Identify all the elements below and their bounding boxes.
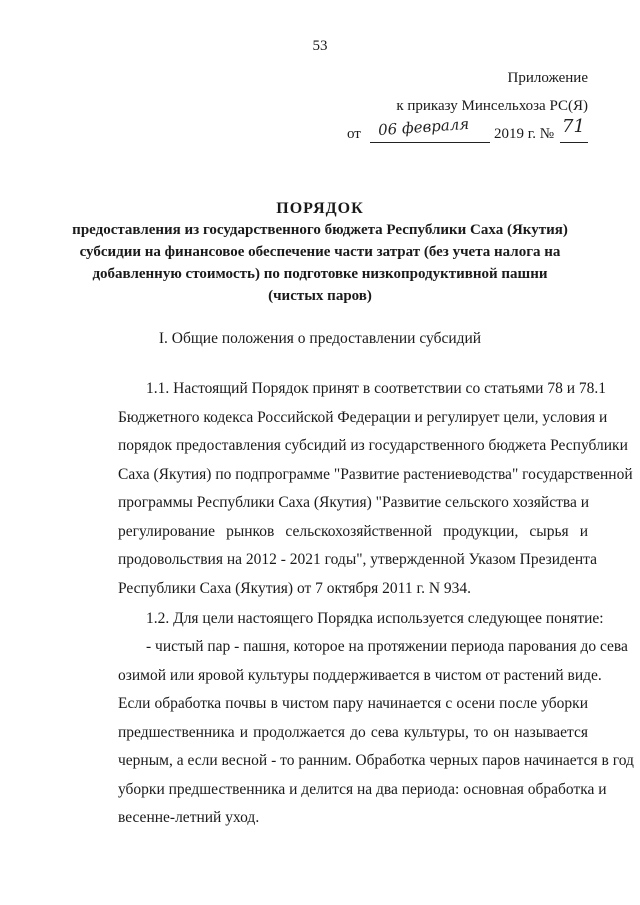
paragraph-line: 1.1. Настоящий Порядок принят в соответствии со статьями 78 и 78.1 xyxy=(146,380,607,397)
appendix-label: Приложение xyxy=(507,70,588,86)
paragraph-line: продовольствия на 2012 - 2021 годы", утвержденной Указом Президента xyxy=(118,551,597,568)
document-title: ПОРЯДОК xyxy=(276,200,364,217)
section-heading: I. Общие положения о предоставлении субсидий xyxy=(158,330,482,347)
paragraph-line: весенне-летний уход. xyxy=(118,809,260,826)
title-line-1: предоставления из государственного бюджета Республики Саха (Якутия) xyxy=(72,222,568,238)
paragraph-line: - чистый пар - пашня, которое на протяжении периода парования до сева xyxy=(146,638,628,655)
handwritten-date: 06 февраля xyxy=(377,114,470,140)
paragraph-line: предшественника и продолжается до сева культуры, то он называется xyxy=(118,724,588,741)
paragraph-line: программы Республики Саха (Якутия) "Развитие сельского хозяйства и xyxy=(118,494,590,511)
paragraph-line: Республики Саха (Якутия) от 7 октября 2011 г. N 934. xyxy=(118,580,472,597)
title-line-3: добавленную стоимость) по подготовке низкопродуктивной пашни xyxy=(92,266,548,282)
paragraph-line: Если обработка почвы в чистом пару начинается с осени после уборки xyxy=(118,695,588,712)
from-label: от xyxy=(347,126,361,142)
year-number-label: 2019 г. № xyxy=(494,126,555,142)
paragraph-line: черным, а если весной - то ранним. Обработка черных паров начинается в год xyxy=(118,752,634,769)
paragraph-line: порядок предоставления субсидий из государственного бюджета Республики xyxy=(118,437,628,454)
title-line-2: субсидии на финансовое обеспечение части затрат (без учета налога на xyxy=(79,244,561,260)
handwritten-number: 71 xyxy=(562,116,585,137)
paragraph-line: Саха (Якутия) по подпрограмме "Развитие растениеводства" государственной xyxy=(118,466,633,483)
paragraph-line: уборки предшественника и делится на два периода: основная обработка и xyxy=(118,781,607,798)
paragraph-line: 1.2. Для цели настоящего Порядка используется следующее понятие: xyxy=(146,610,604,627)
paragraph-line: Бюджетного кодекса Российской Федерации и регулирует цели, условия и xyxy=(118,409,608,426)
title-line-4: (чистых паров) xyxy=(268,288,372,304)
paragraph-line: озимой или яровой культуры поддерживается в чистом от растений виде. xyxy=(118,667,602,684)
page-number: 53 xyxy=(312,38,328,54)
paragraph-line: регулирование рынков сельскохозяйственной продукции, сырья и xyxy=(118,523,588,540)
order-reference: к приказу Минсельхоза РС(Я) xyxy=(396,98,588,114)
